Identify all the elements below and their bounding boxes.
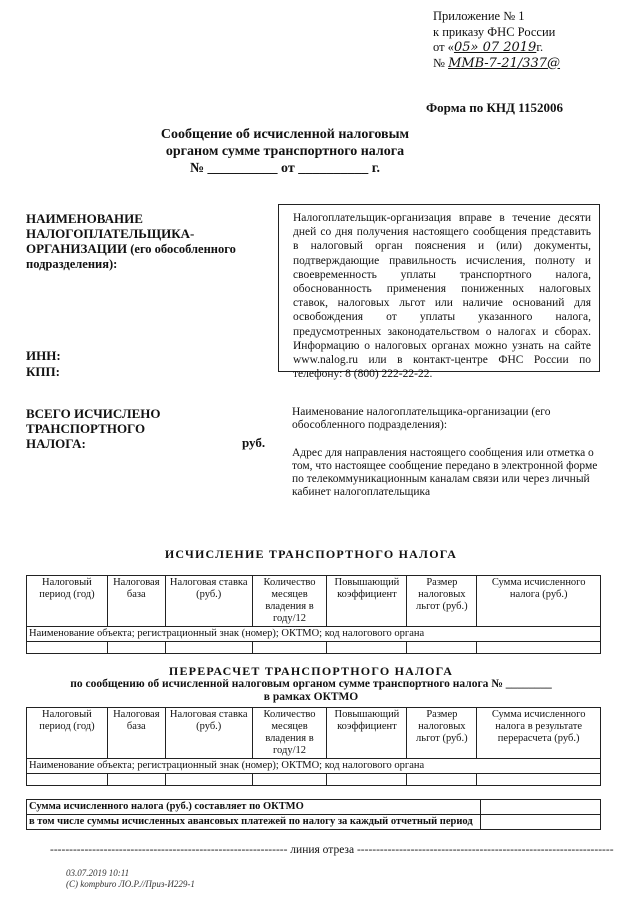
address-label: Адрес для направления настоящего сообщения или отметка о том, что настоящее сообщение передано в электронной форме по телекоммуникационным каналам связи или через личный кабинет налогоплательщика [292,447,598,498]
summary-value [481,815,601,830]
total-line: НАЛОГА: [26,436,86,451]
order-number [433,56,560,72]
taxpayer-name-label: Наименование налогоплательщика-организации (его обособленного подразделения): [292,406,551,431]
table-cell [107,642,165,654]
calc-table [26,575,601,654]
object-row-label: Наименование объекта; регистрационный знак (номер); ОКТМО; код налогового органа [27,759,601,774]
footer-line: 03.07.2019 10:11 [66,868,130,878]
total-line: ВСЕГО ИСЧИСЛЕНО [26,406,161,421]
org-label-line: НАЛОГОПЛАТЕЛЬЩИКА- [26,226,195,241]
number-prefix: № [433,55,449,70]
header-cell: Размер налоговых льгот (руб.) [407,576,477,627]
total-label [26,406,186,451]
form-knd-code: Форма по КНД 1152006 [426,100,563,115]
handwritten-date: 05» 07 2019 [453,40,537,55]
org-label-text: ОРГАНИЗАЦИИ [26,241,128,256]
summary-row [27,815,601,830]
order-date [433,40,560,56]
recalc-subtitle-line: по сообщению об исчисленной налоговым органом сумме транспортного налога № ________ [70,678,552,690]
header-cell: Размер налоговых льгот (руб.) [407,708,477,759]
table-row [27,642,601,654]
table-cell [407,642,477,654]
org-label-text: (его обособленного [127,242,236,256]
document-title [120,126,450,177]
order-line: к приказу ФНС России [433,24,556,39]
table-cell [477,642,601,654]
organization-label [26,211,266,272]
table-cell [165,642,252,654]
summary-table [26,799,601,830]
table-cell [252,774,327,786]
table-header-row [27,708,601,759]
notice-text: Налогоплательщик-организация вправе в течение десяти дней со дня получения настоящего сообщения представить в налоговый орган пояснения и (или) документы, подтверждающие правильность исчисления, полноту и своевременность уплаты транспортного налога, обоснованность применения пониженных налоговых ставок, налоговых льгот или наличие оснований для освобождения от уплаты указанного налога, предусмотренных законодательством о налогах и сборах. Информацию о налоговых органах можно узнать на сайте www.nalog.ru или в контакт-центре ФНС России по телефону: 8 (800) 222-22-22. [293,212,591,381]
inn-kpp-block [26,348,61,380]
total-line: ТРАНСПОРТНОГО [26,421,146,436]
notice-box [278,204,600,381]
recalc-subtitle-line: в рамках ОКТМО [263,691,359,703]
summary-label: Сумма исчисленного налога (руб.) составляет по ОКТМО [27,800,481,815]
table-row [27,759,601,774]
table-cell [165,774,252,786]
header-cell: Налоговая ставка (руб.) [165,576,252,627]
header-cell: Налоговая база [107,708,165,759]
total-unit: руб. [242,435,266,450]
recalc-section-title: ПЕРЕРАСЧЕТ ТРАНСПОРТНОГО НАЛОГА [168,664,454,678]
appendix-block [433,9,560,71]
object-row-label: Наименование объекта; регистрационный знак (номер); ОКТМО; код налогового органа [27,627,601,642]
summary-row [27,800,601,815]
inn-label: ИНН: [26,348,61,363]
recalc-table [26,707,601,786]
header-cell: Количество месяцев владения в году/12 [252,576,327,627]
table-row [27,627,601,642]
table-cell [477,774,601,786]
header-cell: Налоговая база [107,576,165,627]
date-prefix: от « [433,40,454,54]
summary-value [481,800,601,815]
table-cell [107,774,165,786]
appendix-line: Приложение № 1 [433,9,525,23]
header-cell: Налоговая ставка (руб.) [165,708,252,759]
table-cell [407,774,477,786]
date-suffix: г. [536,40,544,54]
header-cell: Сумма исчисленного налога в результате перерасчета (руб.) [477,708,601,759]
table-cell [252,642,327,654]
header-cell: Повышающий коэффициент [327,708,407,759]
header-cell: Сумма исчисленного налога (руб.) [477,576,601,627]
header-cell: Налоговый период (год) [27,576,108,627]
org-label-line: подразделения): [26,257,118,271]
header-cell: Налоговый период (год) [27,708,108,759]
footer-line: (С) kompburo ЛО.Р.//Приз-И229-1 [66,879,195,889]
table-row [27,774,601,786]
table-header-row [27,576,601,627]
footer-stamp [66,868,195,890]
summary-label: в том числе суммы исчисленных авансовых платежей по налогу за каждый отчетный период [27,815,481,830]
kpp-label: КПП: [26,364,60,379]
title-line: органом сумме транспортного налога [165,144,405,159]
table-cell [327,774,407,786]
title-number-line: № __________ от __________ г. [189,161,381,176]
title-line: Сообщение об исчисленной налоговым [160,127,410,142]
header-cell: Количество месяцев владения в году/12 [252,708,327,759]
table-cell [327,642,407,654]
table-cell [27,774,108,786]
recalc-subtitle [26,678,596,704]
cut-line: -------------------------------------------------------------- линия отреза ------------------------------------------------------------------- [50,844,614,856]
org-label-line [26,241,266,257]
header-cell: Повышающий коэффициент [327,576,407,627]
table-cell [27,642,108,654]
calc-section-title: ИСЧИСЛЕНИЕ ТРАНСПОРТНОГО НАЛОГА [164,547,458,561]
org-label-line: НАИМЕНОВАНИЕ [26,211,143,226]
handwritten-number: ММВ-7-21/337@ [448,55,561,71]
